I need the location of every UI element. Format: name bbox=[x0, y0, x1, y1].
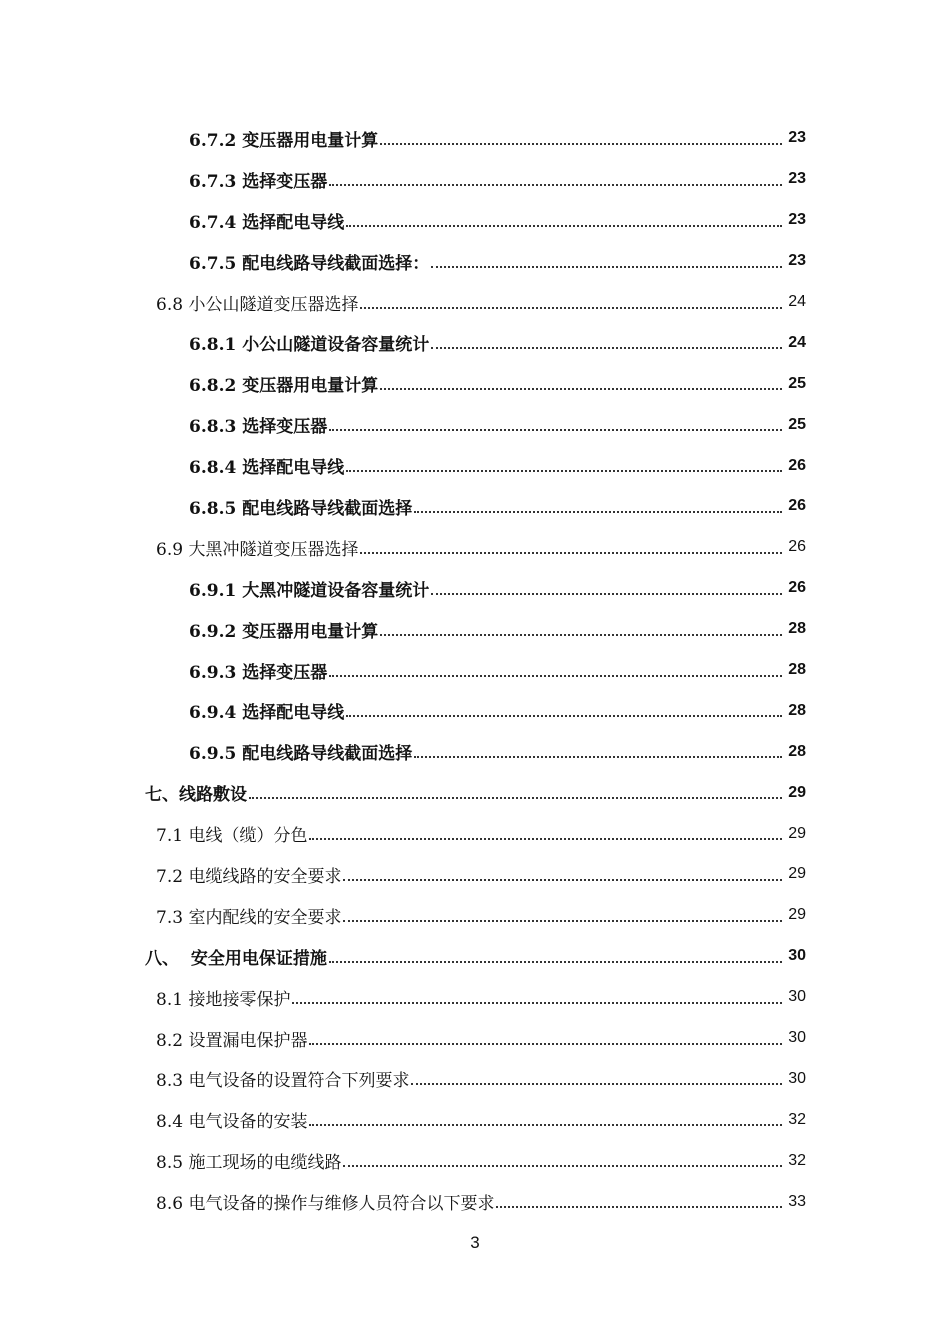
toc-entry[interactable] bbox=[0, 772, 950, 813]
toc-entry[interactable] bbox=[0, 977, 950, 1018]
toc-entry-title: 8.1 接地接零保护 bbox=[156, 989, 291, 1010]
toc-dot-leader bbox=[343, 1164, 782, 1167]
toc-entry[interactable] bbox=[0, 527, 950, 568]
toc-entry-title: 6.8.1 小公山隧道设备容量统计 bbox=[189, 335, 430, 356]
toc-entry-title: 6.8.2 变压器用电量计算 bbox=[189, 376, 379, 397]
toc-entry-page: 28 bbox=[788, 742, 806, 760]
toc-entry[interactable] bbox=[0, 895, 950, 936]
toc-entry-page: 23 bbox=[788, 211, 806, 229]
toc-entry-page: 25 bbox=[788, 374, 806, 392]
toc-entry-page: 29 bbox=[788, 824, 806, 842]
toc-entry-page: 28 bbox=[788, 620, 806, 638]
toc-entry[interactable] bbox=[0, 159, 950, 200]
toc-entry-title: 6.8.4 选择配电导线 bbox=[189, 458, 345, 479]
toc-entry[interactable] bbox=[0, 282, 950, 323]
toc-dot-leader bbox=[414, 510, 782, 513]
toc-entry-page: 26 bbox=[788, 538, 806, 556]
toc-dot-leader bbox=[496, 1205, 782, 1208]
toc-entry-page: 30 bbox=[788, 1069, 806, 1087]
toc-dot-leader bbox=[329, 674, 782, 677]
toc-dot-leader bbox=[343, 919, 782, 922]
toc-entry[interactable] bbox=[0, 445, 950, 486]
toc-entry-page: 26 bbox=[788, 456, 806, 474]
toc-entry-title: 8.2 设置漏电保护器 bbox=[156, 1030, 308, 1051]
toc-entry[interactable] bbox=[0, 650, 950, 691]
toc-dot-leader bbox=[309, 1123, 782, 1126]
toc-entry-title: 七、线路敷设 bbox=[145, 785, 247, 806]
toc-entry-page: 23 bbox=[788, 252, 806, 270]
toc-entry[interactable] bbox=[0, 1099, 950, 1140]
toc-entry-page: 29 bbox=[788, 783, 806, 801]
toc-entry[interactable] bbox=[0, 936, 950, 977]
toc-dot-leader bbox=[431, 265, 782, 268]
toc-entry-title: 7.1 电线（缆）分色 bbox=[156, 826, 308, 847]
toc-entry[interactable] bbox=[0, 118, 950, 159]
toc-entry-page: 28 bbox=[788, 661, 806, 679]
toc-entry-title: 6.8 小公山隧道变压器选择 bbox=[156, 294, 359, 315]
toc-entry[interactable] bbox=[0, 404, 950, 445]
toc-entry-title: 6.7.2 变压器用电量计算 bbox=[189, 130, 379, 151]
toc-entry-title: 8.6 电气设备的操作与维修人员符合以下要求 bbox=[156, 1194, 495, 1215]
toc-entry-title: 6.7.5 配电线路导线截面选择： bbox=[189, 253, 430, 274]
toc-dot-leader bbox=[329, 183, 782, 186]
toc-entry-title: 6.9.5 配电线路导线截面选择 bbox=[189, 744, 413, 765]
toc-entry[interactable] bbox=[0, 731, 950, 772]
toc-dot-leader bbox=[343, 878, 782, 881]
toc-dot-leader bbox=[431, 592, 782, 595]
toc-dot-leader bbox=[346, 224, 782, 227]
toc-dot-leader bbox=[346, 714, 782, 717]
toc-dot-leader bbox=[346, 469, 782, 472]
toc-dot-leader bbox=[309, 837, 782, 840]
toc-entry[interactable] bbox=[0, 609, 950, 650]
toc-entry-page: 29 bbox=[788, 906, 806, 924]
toc-dot-leader bbox=[309, 1042, 782, 1045]
toc-entry[interactable] bbox=[0, 241, 950, 282]
toc-entry-page: 25 bbox=[788, 415, 806, 433]
toc-entry-page: 24 bbox=[788, 333, 806, 351]
toc-dot-leader bbox=[329, 428, 782, 431]
toc-entry[interactable] bbox=[0, 1181, 950, 1222]
toc-dot-leader bbox=[329, 960, 782, 963]
toc-entry-title: 8.4 电气设备的安装 bbox=[156, 1112, 308, 1133]
toc-entry-page: 23 bbox=[788, 129, 806, 147]
toc-entry[interactable] bbox=[0, 568, 950, 609]
toc-entry-title: 6.9 大黑冲隧道变压器选择 bbox=[156, 539, 359, 560]
toc-dot-leader bbox=[380, 142, 782, 145]
toc-entry[interactable] bbox=[0, 322, 950, 363]
toc-entry-title: 8.5 施工现场的电缆线路 bbox=[156, 1153, 342, 1174]
toc-entry-title: 6.7.3 选择变压器 bbox=[189, 171, 328, 192]
toc-dot-leader bbox=[414, 755, 782, 758]
toc-entry[interactable] bbox=[0, 200, 950, 241]
toc-entry-page: 26 bbox=[788, 579, 806, 597]
toc-entry-title: 6.9.4 选择配电导线 bbox=[189, 703, 345, 724]
toc-dot-leader bbox=[360, 551, 782, 554]
toc-entry-page: 32 bbox=[788, 1151, 806, 1169]
table-of-contents bbox=[0, 118, 950, 1222]
toc-entry-title: 7.3 室内配线的安全要求 bbox=[156, 907, 342, 928]
toc-entry-title: 八、 安全用电保证措施 bbox=[145, 948, 327, 969]
toc-entry-title: 7.2 电缆线路的安全要求 bbox=[156, 866, 342, 887]
toc-entry[interactable] bbox=[0, 1018, 950, 1059]
toc-entry-title: 6.8.5 配电线路导线截面选择 bbox=[189, 498, 413, 519]
toc-entry-title: 6.8.3 选择变压器 bbox=[189, 417, 328, 438]
toc-entry-page: 28 bbox=[788, 701, 806, 719]
toc-entry-title: 8.3 电气设备的设置符合下列要求 bbox=[156, 1071, 410, 1092]
toc-entry-page: 30 bbox=[788, 1029, 806, 1047]
page-number: 3 bbox=[470, 1233, 480, 1252]
toc-entry-title: 6.9.3 选择变压器 bbox=[189, 662, 328, 683]
toc-entry[interactable] bbox=[0, 854, 950, 895]
toc-entry[interactable] bbox=[0, 690, 950, 731]
toc-dot-leader bbox=[249, 796, 782, 799]
toc-entry-page: 30 bbox=[788, 988, 806, 1006]
toc-dot-leader bbox=[431, 346, 782, 349]
toc-entry-page: 32 bbox=[788, 1110, 806, 1128]
toc-entry-page: 23 bbox=[788, 170, 806, 188]
toc-entry-page: 29 bbox=[788, 865, 806, 883]
toc-dot-leader bbox=[411, 1082, 782, 1085]
toc-entry-title: 6.9.1 大黑冲隧道设备容量统计 bbox=[189, 580, 430, 601]
toc-dot-leader bbox=[292, 1001, 782, 1004]
toc-entry[interactable] bbox=[0, 363, 950, 404]
toc-entry-page: 26 bbox=[788, 497, 806, 515]
toc-entry-page: 33 bbox=[788, 1192, 806, 1210]
toc-entry-page: 24 bbox=[788, 293, 806, 310]
toc-dot-leader bbox=[380, 633, 782, 636]
toc-entry[interactable] bbox=[0, 1058, 950, 1099]
toc-dot-leader bbox=[380, 387, 782, 390]
toc-entry[interactable] bbox=[0, 486, 950, 527]
toc-entry-title: 6.9.2 变压器用电量计算 bbox=[189, 621, 379, 642]
toc-entry-page: 30 bbox=[788, 947, 806, 965]
toc-entry[interactable] bbox=[0, 813, 950, 854]
toc-entry-title: 6.7.4 选择配电导线 bbox=[189, 212, 345, 233]
toc-entry[interactable] bbox=[0, 1140, 950, 1181]
toc-dot-leader bbox=[360, 306, 782, 309]
